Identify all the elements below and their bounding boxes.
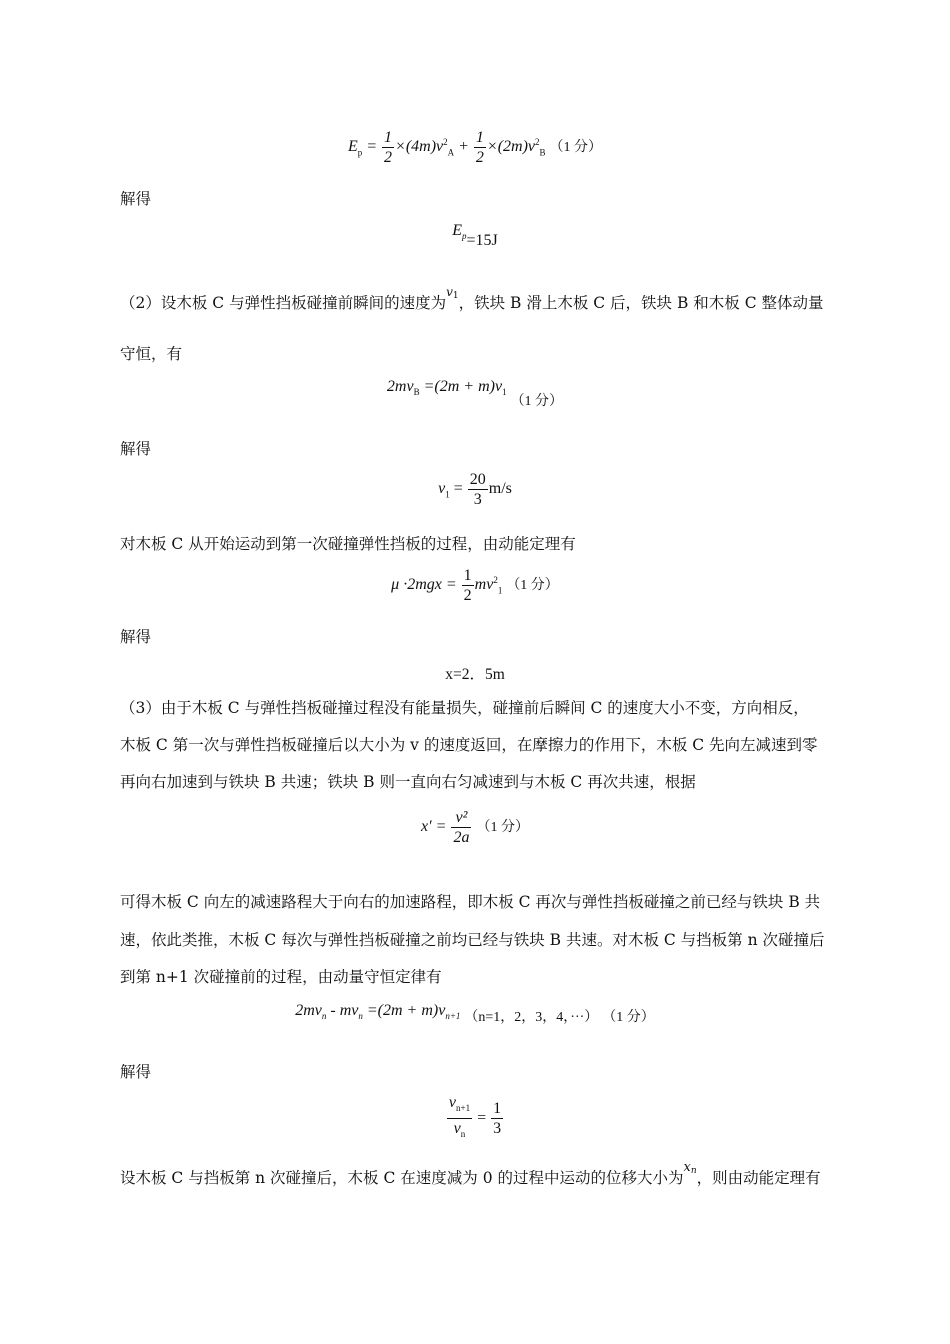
paragraph-part3-line7: 设木板 C 与挡板第 n 次碰撞后，木板 C 在速度减为 0 的过程中运动的位移大小为$^x_n$，则由动能定理有 [120, 1160, 821, 1187]
score-note: （1 分） [602, 1010, 655, 1025]
equation-velocity-ratio: $\frac{v_{n+1}}{v_n}$ = $\frac{1}{3}$ [0, 1093, 950, 1144]
fraction-half: $\frac{1}{2}$ [384, 129, 393, 166]
fraction-vn-ratio: $\frac{v_{n+1}}{v_n}$ [448, 1094, 471, 1140]
fraction-20-3: $\frac{20}{3}$ [469, 471, 486, 508]
equation-momentum-n: $2mv_n - mv_n =(2m + m)v_{n+1}$ （n=1，2，3，4，···） （1 分） [295, 1002, 655, 1025]
text-jiede: 解得 [120, 628, 152, 646]
equation-displacement: x′ = $\frac{\text{v²}}{2a}$ （1 分） [421, 809, 529, 846]
equation-momentum-1: $2mv_B =(2m + m)v_1$ （1 分） [386, 378, 564, 409]
text-jiede: 解得 [120, 190, 152, 208]
paragraph-part2-line2: 守恒，有 [120, 345, 183, 363]
fraction-half: $\frac{1}{2}$ [463, 567, 472, 604]
fraction-one-third: $\frac{1}{3}$ [493, 1100, 502, 1138]
text-jiede: 解得 [120, 1063, 152, 1081]
score-note: （1 分） [549, 140, 603, 156]
paragraph-part3-line1: （3）由于木板 C 与弹性挡板碰撞过程没有能量损失，碰撞前后瞬间 C 的速度大小不变，方向相反， [120, 699, 809, 717]
paragraph-part3-line6: 到第 n+1 次碰撞前的过程，由动量守恒定律有 [120, 968, 442, 986]
equation-v1-result: $v_1$ = $\frac{20}{3}$ m/s [438, 471, 512, 508]
paragraph-part3-line3: 再向右加速到与铁块 B 共速；铁块 B 则一直向右匀减速到与木板 C 再次共速，根据 [120, 773, 696, 791]
fraction-v2-2a: $\frac{\text{v²}}{2a}$ [453, 809, 470, 846]
text-jiede: 解得 [120, 440, 152, 458]
equation-work-energy: μ ·2mgx = $\frac{1}{2}$ $mv^2_1$ （1 分） [391, 567, 559, 604]
equation-ep-result: $E_p=15J$ [452, 222, 498, 249]
paragraph-part3-line4: 可得木板 C 向左的减速路程大于向右的加速路程，即木板 C 再次与弹性挡板碰撞之前已经与铁块 B 共 [120, 893, 821, 911]
equation-ep-energy: $E_p$ = $\frac{1}{2}$ $\times(4m)v^2_A$ + $\frac{1}{2}$ $\times(2m)v^2_B$ （1 分） [347, 129, 603, 166]
paragraph-part3-line5: 速，依此类推，木板 C 每次与弹性挡板碰撞之前均已经与铁块 B 共速。对木板 C 与挡板第 n 次碰撞后 [120, 931, 825, 949]
equation-x-result: x=2．5m [445, 666, 505, 683]
paragraph-part2-line1: （2）设木板 C 与弹性挡板碰撞前瞬间的速度为$^v_1$，铁块 B 滑上木板 C 后，铁块 B 和木板 C 整体动量 [120, 285, 824, 312]
paragraph-part2-energy: 对木板 C 从开始运动到第一次碰撞弹性挡板的过程，由动能定理有 [120, 535, 576, 553]
paragraph-part3-line2: 木板 C 第一次与弹性挡板碰撞后以大小为 v 的速度返回，在摩擦力的作用下，木板 C 先向左减速到零 [120, 736, 818, 754]
score-note: （1 分） [510, 394, 564, 409]
score-note: （1 分） [506, 578, 559, 594]
score-note: （1 分） [476, 820, 529, 836]
fraction-half: $\frac{1}{2}$ [475, 129, 484, 166]
